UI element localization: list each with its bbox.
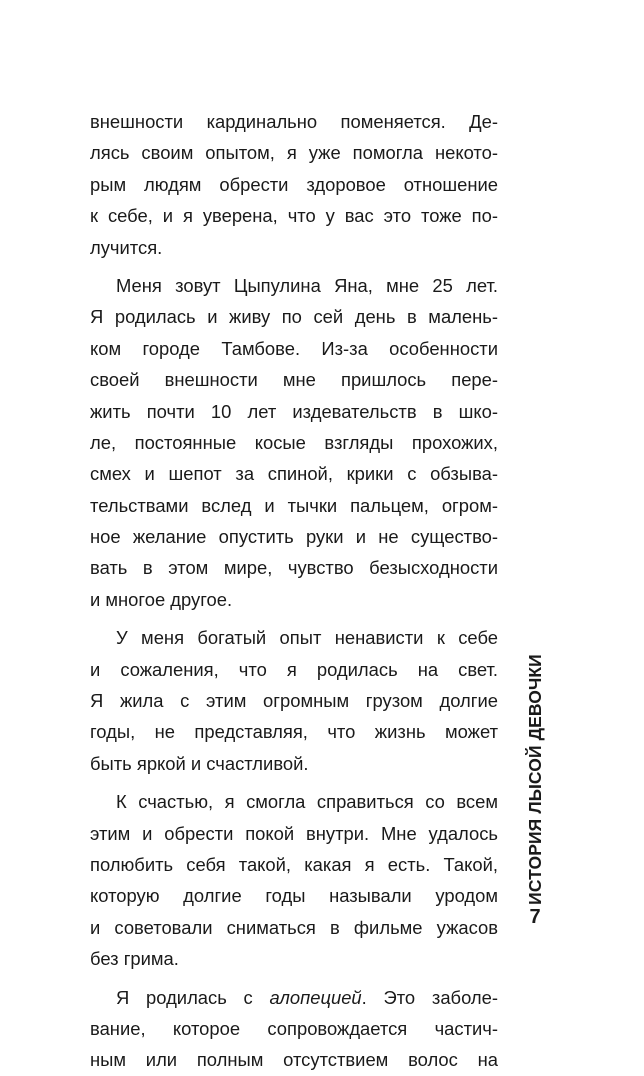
running-head-title: ИСТОРИЯ ЛЫСОЙ ДЕВОЧКИ xyxy=(524,653,545,905)
text-run: Я родилась с xyxy=(116,986,270,1008)
paragraph xyxy=(90,106,498,263)
text-line: без грима. xyxy=(90,948,179,970)
running-head xyxy=(522,653,548,905)
text-line: и сожаления, что я родилась на свет. xyxy=(90,658,498,680)
text-line: ком городе Тамбове. Из-за особенности xyxy=(90,337,498,359)
text-line: вать в этом мире, чувство безысходности xyxy=(90,557,498,579)
text-line: этим и обрести покой внутри. Мне удалось xyxy=(90,822,498,844)
text-line: лясь своим опытом, я уже помогла некото- xyxy=(90,142,498,164)
text-line: У меня богатый опыт ненависти к себе xyxy=(116,627,498,649)
text-line: ное желание опустить руки и не существо- xyxy=(90,526,498,548)
italic-term: алопецией xyxy=(269,986,362,1008)
paragraph xyxy=(90,982,498,1076)
text-line: своей внешности мне пришлось пере- xyxy=(90,369,498,391)
text-line: и многое другое. xyxy=(90,588,233,610)
text-line: вание, которое сопровождается частич- xyxy=(90,1017,498,1039)
text-line xyxy=(90,982,498,1013)
paragraph xyxy=(90,270,498,615)
text-line: ле, постоянные косые взгляды прохожих, xyxy=(90,431,498,453)
text-line: внешности кардинально поменяется. Де- xyxy=(90,111,498,132)
text-line: смех и шепот за спиной, крики с обзыва- xyxy=(90,463,498,485)
paragraph xyxy=(90,622,498,779)
text-line: тельствами вслед и тычки пальцем, огром- xyxy=(90,494,498,516)
text-line: К счастью, я смогла справиться со всем xyxy=(116,791,498,813)
text-line: которую долгие годы называли уродом xyxy=(90,885,498,907)
text-line: годы, не представляя, что жизнь может xyxy=(90,721,498,743)
text-line: ным или полным отсутствием волос на xyxy=(90,1049,498,1071)
page-number: 7 xyxy=(529,906,541,928)
text-line: жить почти 10 лет издевательств в шко- xyxy=(90,400,498,422)
text-line: к себе, и я уверена, что у вас это тоже по- xyxy=(90,205,498,227)
body-text xyxy=(90,106,498,1076)
text-line: и советовали сниматься в фильме ужасов xyxy=(90,916,498,938)
text-line: полюбить себя такой, какая я есть. Такой, xyxy=(90,853,498,875)
text-line: быть яркой и счастливой. xyxy=(90,752,309,774)
paragraph xyxy=(90,786,498,974)
text-line: Я жила с этим огромным грузом долгие xyxy=(90,690,498,712)
text-line: Меня зовут Цыпулина Яна, мне 25 лет. xyxy=(116,274,498,296)
text-line: Я родилась и живу по сей день в малень- xyxy=(90,306,498,328)
text-line: лучится. xyxy=(90,236,163,258)
text-run: . Это заболе- xyxy=(361,986,498,1008)
text-line: рым людям обрести здоровое отношение xyxy=(90,173,498,195)
